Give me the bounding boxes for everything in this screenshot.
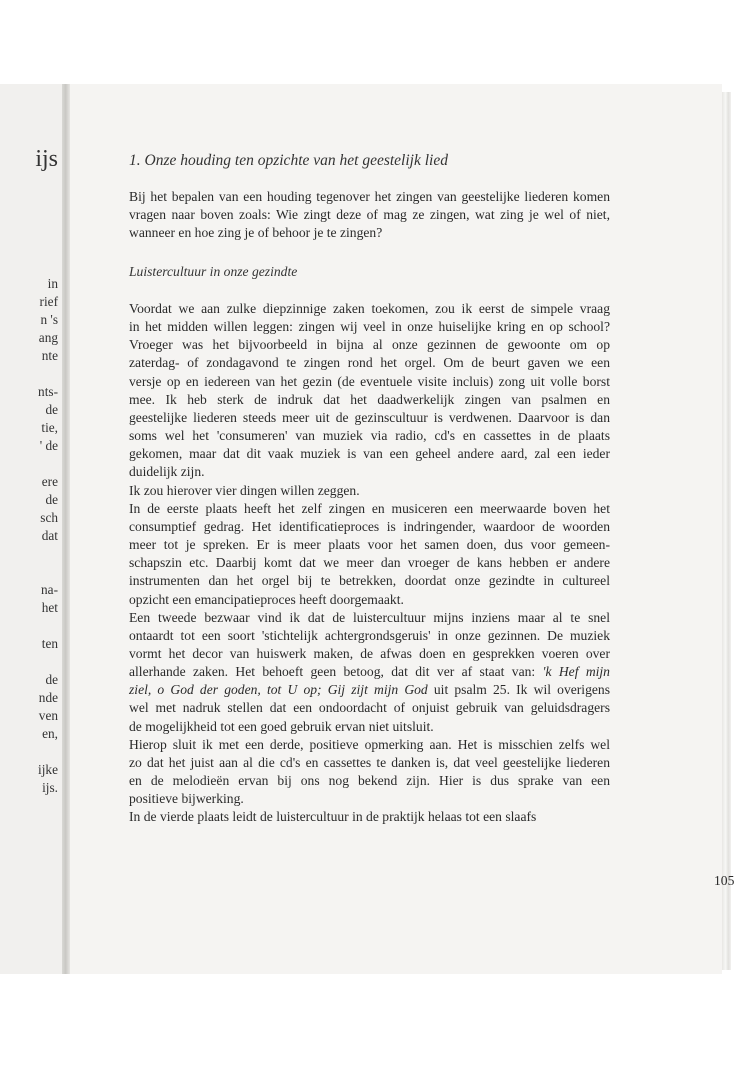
text-line: in het midden willen leggen: zingen wij veel in onze huiselijke kring en op school? xyxy=(129,319,610,335)
text-line: instrumenten dan het orgel bij te betrekken, doordat onze gezindte in cultureel xyxy=(129,573,610,589)
left-page-fragment: de xyxy=(45,492,58,507)
intro-paragraph xyxy=(129,188,610,242)
left-page-fragment: na- xyxy=(41,582,58,597)
left-page-fragment: nte xyxy=(41,348,58,363)
text-line: allerhande zaken. Het behoeft geen betoog, dat dit ver af staat van: 'k Hef mijn xyxy=(129,664,610,680)
left-page-fragment: sch xyxy=(40,510,58,525)
text-line: ziel, o God der goden, tot U op; Gij zijt mijn God uit psalm 25. Ik wil overigens xyxy=(129,682,610,698)
text-line: gekomen, maar dat dit vaak muziek is van een geheel andere aard, zal een ieder xyxy=(129,446,610,462)
book-gutter xyxy=(62,84,70,974)
psalm-quote: 'k Hef mijn xyxy=(542,664,610,680)
text-line: Ik zou hierover vier dingen willen zeggen. xyxy=(129,482,360,498)
text-line: soms wel het 'consumeren' van muziek via radio, cd's en cassettes in de plaats xyxy=(129,428,610,444)
page-number: 105 xyxy=(714,873,735,888)
text-line: en de melodieën ervan bij ons nog bekend zijn. Hier is dus sprake van een xyxy=(129,773,610,789)
text-line: opzicht een emancipatieproces heeft doorgemaakt. xyxy=(129,591,404,607)
left-page-fragment: tie, xyxy=(41,420,58,435)
left-page-fragment: ijs. xyxy=(42,780,58,795)
text-line: Voordat we aan zulke diepzinnige zaken toekomen, zou ik eerst de simpele vraag xyxy=(129,301,610,316)
text-line: wanneer en hoe zing je of behoor je te zingen? xyxy=(129,225,383,241)
text-line: meer tot je spreken. Er is meer plaats voor het samen doen, dus voor gemeen- xyxy=(129,537,610,553)
left-page-fragment: ang xyxy=(38,330,58,345)
text-line: zaterdag- of zondagavond te zingen rond het orgel. Om de beurt gaven we een xyxy=(129,355,610,371)
text-line: ontaardt tot een soort 'stichtelijk achtergrondsgeruis' in onze gezinnen. De muziek xyxy=(129,627,610,643)
text-line: positieve bijwerking. xyxy=(129,791,244,807)
text-line: schapszin etc. Daarbij komt dat we meer dan vroeger de kans hebben er andere xyxy=(129,555,610,571)
text-line: vragen naar boven zoals: Wie zingt deze of mag ze zingen, wat zing je wel of niet, xyxy=(129,207,610,223)
left-page-fragment: de xyxy=(45,402,58,417)
text-line: duidelijk zijn. xyxy=(129,464,205,480)
left-page-fragment: in xyxy=(47,276,58,291)
text-line: geestelijke liederen steeds meer uit de gezinscultuur is verdwenen. Daarvoor is dan xyxy=(129,409,610,425)
text-line: Vroeger was het bijvoorbeeld in bijna al onze gezinnen de gewoonte om op xyxy=(129,337,610,353)
body-text xyxy=(129,300,610,827)
left-page-fragment: ten xyxy=(41,636,58,651)
left-page-fragment: ijke xyxy=(38,762,58,777)
left-page-fragment: nde xyxy=(38,690,58,705)
left-page-fragment: de xyxy=(45,672,58,687)
text-line: Bij het bepalen van een houding tegenover het zingen van geestelijke liederen komen xyxy=(129,189,610,204)
text-line: consumptief gedrag. Het identificatieproces is indringender, waardoor de woorden xyxy=(129,518,610,534)
text-line: vormt het decor van huiswerk maken, de afwas doen en gesprekken voeren over xyxy=(129,645,610,661)
text-line: mee. Ik heb sterk de indruk dat het daadwerkelijk zingen van psalmen en xyxy=(129,391,610,407)
left-page-fragment: n 's xyxy=(40,312,58,327)
left-page-fragment: ere xyxy=(41,474,58,489)
text-line: Hierop sluit ik met een derde, positieve opmerking aan. Het is misschien zelfs wel xyxy=(129,736,610,752)
page-edges xyxy=(722,92,731,970)
left-page-fragment: rief xyxy=(39,294,58,309)
text-line: In de eerste plaats heeft het zelf zingen en musiceren een meerwaarde boven het xyxy=(129,500,610,516)
subheading: Luistercultuur in onze gezindte xyxy=(129,264,298,279)
text-line: versje op en iedereen van het gezin (de eventuele visite incluis) zong uit volle borst xyxy=(129,373,610,389)
left-page-fragment: nts- xyxy=(38,384,58,399)
left-page-fragment: ven xyxy=(38,708,58,723)
left-page-title-fragment: ijs xyxy=(35,146,58,172)
text-line: zo dat het juist aan al die cd's en cassettes te danken is, dat veel geestelijke liederen xyxy=(129,754,610,770)
psalm-quote: ziel, o God der goden, tot U op; Gij zijt mijn God xyxy=(129,682,428,698)
section-heading: 1. Onze houding ten opzichte van het geestelijk lied xyxy=(129,152,448,169)
text-line: wel met nadruk stellen dat een ondoordacht of onjuist gebruik van geluidsdragers xyxy=(129,700,610,716)
text-line: Een tweede bezwaar vind ik dat de luistercultuur mijns inziens maar al te snel xyxy=(129,609,610,625)
left-page-fragment: het xyxy=(41,600,58,615)
text-line: de mogelijkheid tot een goed gebruik ervan niet uitsluit. xyxy=(129,718,434,734)
left-page-fragment: dat xyxy=(41,528,58,543)
text-line: In de vierde plaats leidt de luistercultuur in de praktijk helaas tot een slaafs xyxy=(129,809,537,825)
left-page-fragment: ' de xyxy=(39,438,58,453)
left-page-fragment: en, xyxy=(42,726,58,741)
